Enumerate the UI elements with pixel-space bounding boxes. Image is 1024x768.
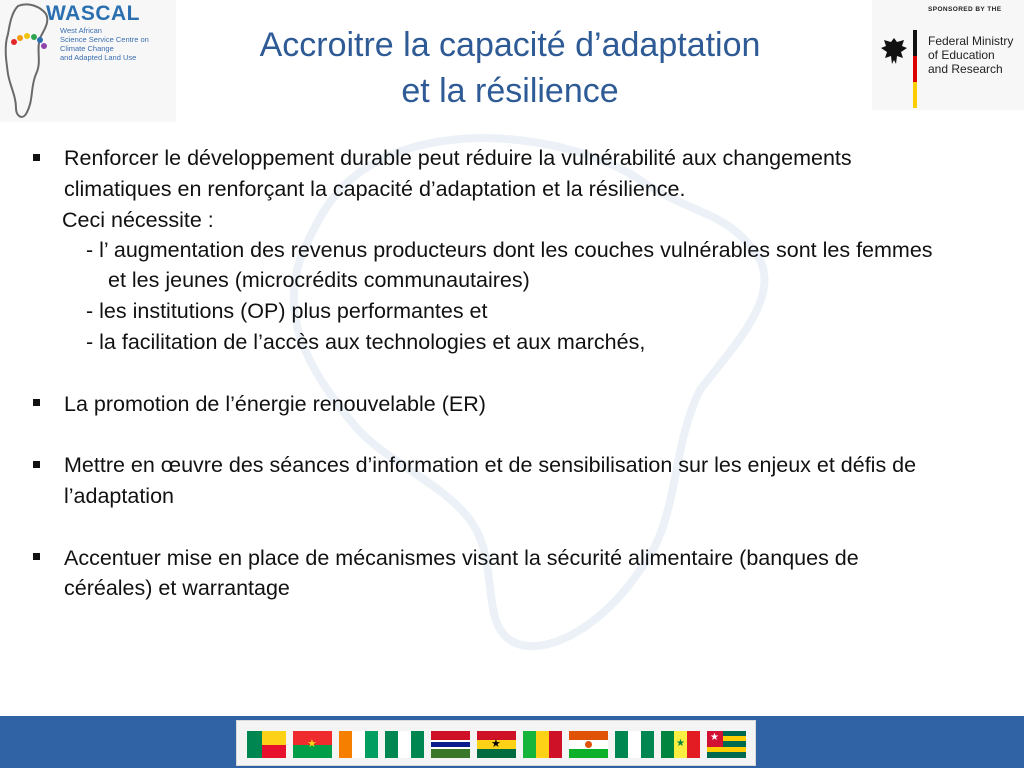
wascal-subtitle-line: West African: [60, 26, 102, 35]
wascal-subtitle-line: and Adapted Land Use: [60, 53, 137, 62]
bullet-text: l’adaptation: [64, 484, 174, 508]
title-line-2: et la résilience: [401, 72, 619, 110]
sponsor-label: SPONSORED BY THE: [928, 6, 1002, 13]
ministry-line: and Research: [928, 62, 1003, 76]
body-text: Ceci nécessite :: [62, 208, 214, 232]
bullet-icon: [33, 399, 40, 406]
nigeria-flag-icon: [615, 731, 654, 758]
burkina-faso-flag-icon: ★: [293, 731, 332, 758]
ministry-line: Federal Ministry: [928, 34, 1014, 48]
wascal-subtitle-line: Science Service Centre on: [60, 35, 149, 44]
bullet-text: La promotion de l’énergie renouvelable (ER): [64, 392, 486, 416]
bullet-text: Mettre en œuvre des séances d’information et de sensibilisation sur les enjeux et défis de: [64, 453, 917, 477]
bullet-text: céréales) et warrantage: [64, 576, 290, 600]
bullet-icon: [33, 553, 40, 560]
sub-item-text: - la facilitation de l’accès aux technologies et aux marchés,: [86, 330, 646, 354]
wascal-subtitle-line: Climate Change: [60, 44, 114, 53]
niger-flag-icon: [569, 731, 608, 758]
bullet-text: Accentuer mise en place de mécanismes visant la sécurité alimentaire (banques de: [64, 546, 859, 570]
ministry-line: of Education: [928, 48, 995, 62]
wascal-wordmark: WASCAL: [46, 2, 140, 25]
ghana-flag-icon: ★: [477, 731, 516, 758]
sub-item-text: et les jeunes (microcrédits communautaires): [108, 268, 530, 292]
bullet-icon: [33, 461, 40, 468]
sub-item-text: - les institutions (OP) plus performantes et: [86, 299, 488, 323]
bullet-icon: [33, 154, 40, 161]
mali-flag-icon: [523, 731, 562, 758]
togo-flag-icon: ★: [707, 731, 746, 758]
title-line-1: Accroitre la capacité d’adaptation: [259, 26, 761, 64]
cote-divoire-flag-icon: [339, 731, 378, 758]
bullet-text: Renforcer le développement durable peut réduire la vulnérabilité aux changements: [64, 146, 852, 170]
sub-item-text: - l’ augmentation des revenus producteurs dont les couches vulnérables sont les femmes: [86, 238, 933, 262]
flags-strip: [236, 720, 756, 766]
senegal-flag-icon: ★: [661, 731, 700, 758]
benin-flag-icon: [247, 731, 286, 758]
nigeria-flag-icon: [385, 731, 424, 758]
bullet-text: climatiques en renforçant la capacité d’adaptation et la résilience.: [64, 177, 686, 201]
gambia-flag-icon: [431, 731, 470, 758]
